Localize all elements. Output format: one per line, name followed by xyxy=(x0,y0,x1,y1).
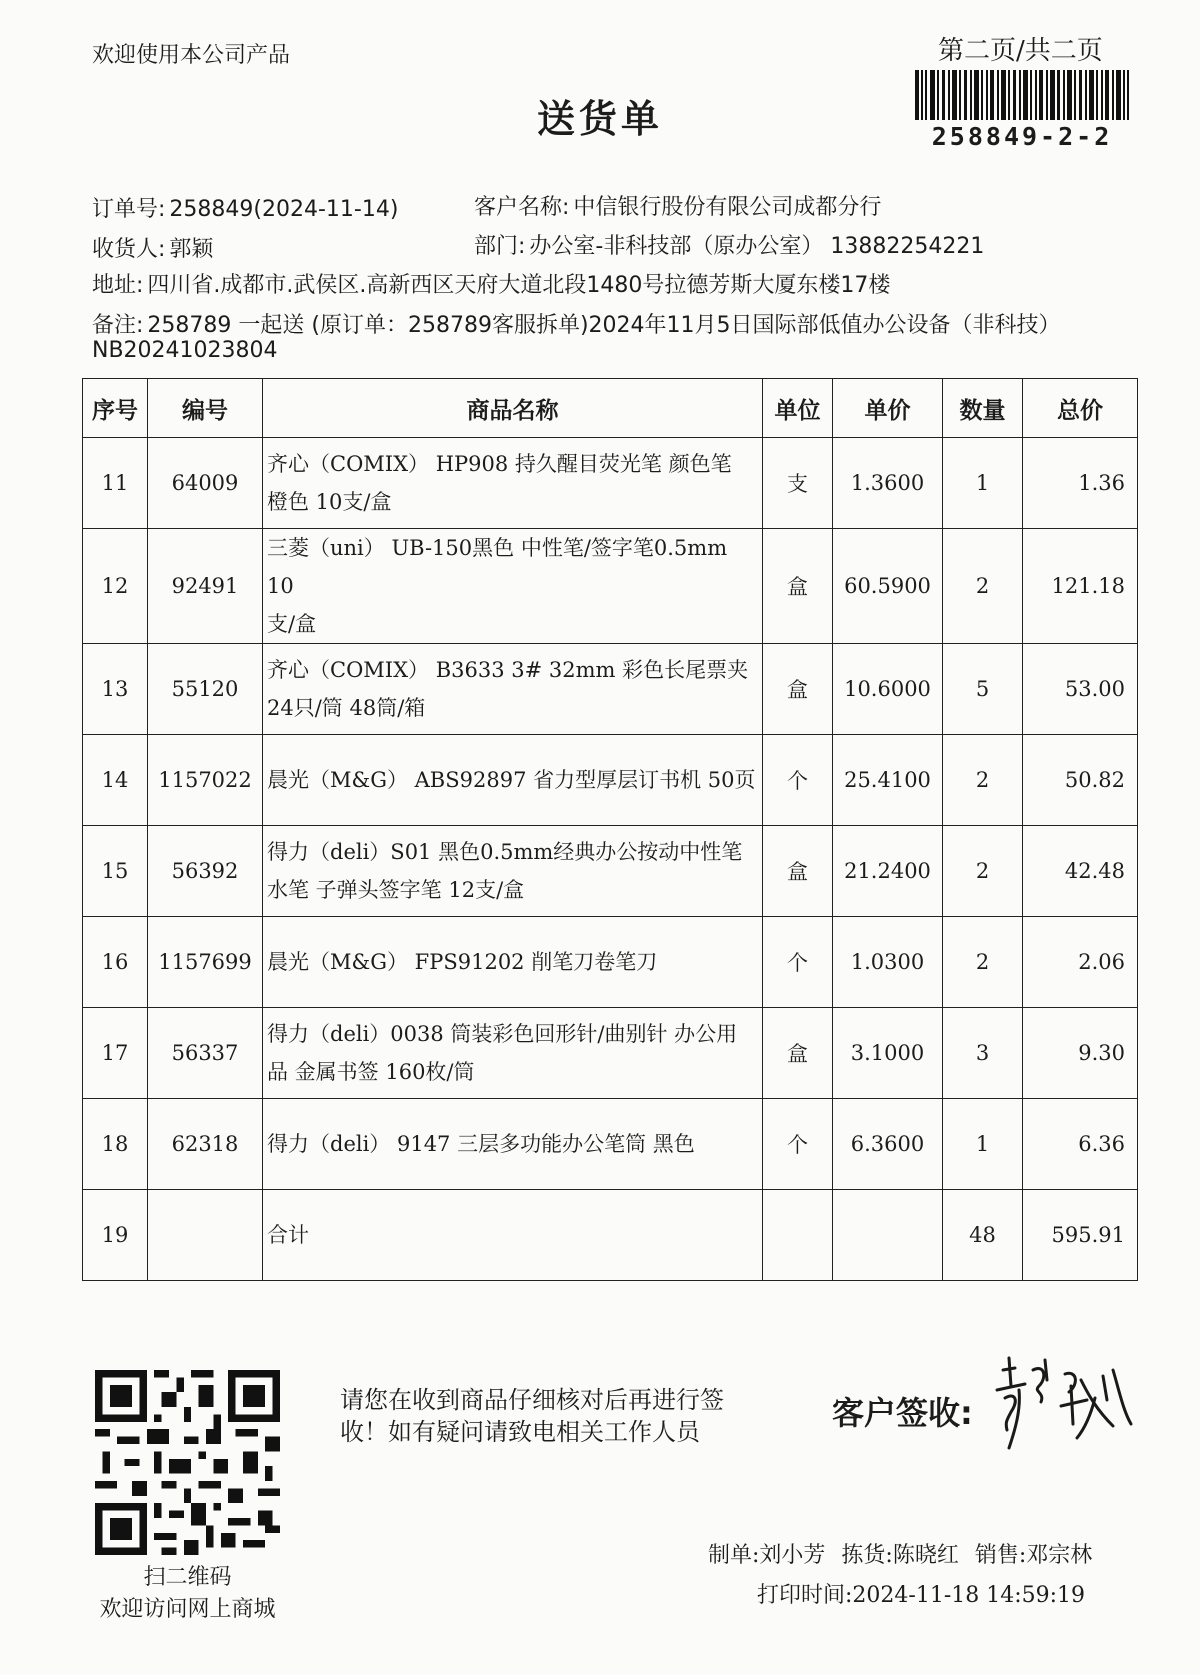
cell-unit: 盒 xyxy=(763,1008,833,1099)
cell-total: 42.48 xyxy=(1023,826,1138,917)
col-header-total: 总价 xyxy=(1023,379,1138,438)
picker: 拣货:陈晓红 xyxy=(841,1543,959,1568)
cell-unit: 盒 xyxy=(763,644,833,735)
product-name-line-2: 24只/筒 48筒/箱 xyxy=(267,696,426,720)
product-name-line-1: 齐心（COMIX） HP908 持久醒目荧光笔 颜色笔 xyxy=(267,452,732,476)
product-name-line-1: 得力（deli）S01 黑色0.5mm经典办公按动中性笔 xyxy=(267,840,743,864)
table-header-row xyxy=(83,379,1138,438)
qr-caption-scan: 扫二维码 xyxy=(143,1565,232,1590)
cell-price: 60.5900 xyxy=(833,529,943,644)
cell-code: 55120 xyxy=(148,644,263,735)
cell-price: 3.1000 xyxy=(833,1008,943,1099)
cell-price: 6.3600 xyxy=(833,1099,943,1190)
receiver-value: 郭颖 xyxy=(169,237,214,262)
cell-total: 50.82 xyxy=(1023,735,1138,826)
cell-price: 1.0300 xyxy=(833,917,943,1008)
table-row xyxy=(83,1099,1138,1190)
customer-name xyxy=(474,190,881,221)
order-label: 订单号: xyxy=(92,197,166,222)
address-label: 地址: xyxy=(92,273,144,298)
cell-code: 64009 xyxy=(148,438,263,529)
product-name-line-1: 三菱（uni） UB-150黑色 中性笔/签字笔0.5mm 10 xyxy=(267,536,728,598)
cell-name xyxy=(263,917,763,1008)
cell-code: 1157699 xyxy=(148,917,263,1008)
cell-qty: 2 xyxy=(943,735,1023,826)
remark-label: 备注: xyxy=(92,313,144,338)
qr-code xyxy=(95,1370,280,1555)
cell-qty: 1 xyxy=(943,1099,1023,1190)
cell-seq: 17 xyxy=(83,1008,148,1099)
customer-signature xyxy=(985,1340,1135,1470)
cell-name xyxy=(263,438,763,529)
department xyxy=(474,229,984,260)
cell-seq: 11 xyxy=(83,438,148,529)
cell-code xyxy=(148,1190,263,1281)
cell-price: 10.6000 xyxy=(833,644,943,735)
department-label: 部门: xyxy=(474,234,526,259)
table-row xyxy=(83,1190,1138,1281)
sales: 销售:邓宗林 xyxy=(974,1543,1093,1568)
barcode-number: 258849-2-2 xyxy=(931,122,1113,151)
product-name-line-2: 支/盒 xyxy=(267,612,317,636)
cell-total: 2.06 xyxy=(1023,917,1138,1008)
cell-total: 53.00 xyxy=(1023,644,1138,735)
receiver-label: 收货人: xyxy=(92,237,166,262)
table-row xyxy=(83,826,1138,917)
cell-seq: 12 xyxy=(83,529,148,644)
cell-unit: 支 xyxy=(763,438,833,529)
product-name-line-2: 品 金属书签 160枚/筒 xyxy=(267,1060,475,1084)
page-title: 送货单 xyxy=(536,97,663,141)
table-row xyxy=(83,438,1138,529)
cell-price: 21.2400 xyxy=(833,826,943,917)
qr-caption-visit: 欢迎访问网上商城 xyxy=(99,1597,276,1622)
cell-unit: 个 xyxy=(763,917,833,1008)
cell-seq: 14 xyxy=(83,735,148,826)
cell-qty: 2 xyxy=(943,529,1023,644)
cell-qty: 1 xyxy=(943,438,1023,529)
cell-total: 121.18 xyxy=(1023,529,1138,644)
cell-code: 1157022 xyxy=(148,735,263,826)
cell-code: 62318 xyxy=(148,1099,263,1190)
notice-line-2: 收！如有疑问请致电相关工作人员 xyxy=(340,1418,700,1446)
cell-seq: 16 xyxy=(83,917,148,1008)
table-row xyxy=(83,735,1138,826)
notice-text xyxy=(340,1384,760,1448)
staff-info xyxy=(708,1538,1092,1569)
tagline: 欢迎使用本公司产品 xyxy=(92,43,291,68)
table-row xyxy=(83,529,1138,644)
maker: 制单:刘小芳 xyxy=(708,1543,826,1568)
notice-line-1: 请您在收到商品仔细核对后再进行签 xyxy=(340,1386,724,1414)
product-name-line-2: 水笔 子弹头签字笔 12支/盒 xyxy=(267,878,525,902)
cell-price xyxy=(833,1190,943,1281)
print-time: 打印时间:2024-11-18 14:59:19 xyxy=(757,1583,1086,1608)
cell-name xyxy=(263,1099,763,1190)
customer-label: 客户名称: xyxy=(474,195,570,220)
cell-seq: 19 xyxy=(83,1190,148,1281)
items-table xyxy=(82,378,1138,1281)
cell-code: 56337 xyxy=(148,1008,263,1099)
col-header-seq: 序号 xyxy=(83,379,148,438)
product-name-line-1: 晨光（M&G） FPS91202 削笔刀卷笔刀 xyxy=(267,950,658,974)
product-name-line-2: 橙色 10支/盒 xyxy=(267,490,392,514)
cell-price: 1.3600 xyxy=(833,438,943,529)
cell-name xyxy=(263,1008,763,1099)
product-name-line-1: 得力（deli）0038 筒装彩色回形针/曲别针 办公用 xyxy=(267,1022,738,1046)
cell-total: 9.30 xyxy=(1023,1008,1138,1099)
signature-label: 客户签收: xyxy=(832,1394,973,1432)
cell-unit: 盒 xyxy=(763,529,833,644)
cell-name xyxy=(263,826,763,917)
product-name-line-1: 合计 xyxy=(267,1223,309,1247)
cell-total: 6.36 xyxy=(1023,1099,1138,1190)
cell-unit: 个 xyxy=(763,1099,833,1190)
page-info: 第二页/共二页 xyxy=(938,36,1103,66)
cell-qty: 48 xyxy=(943,1190,1023,1281)
cell-qty: 5 xyxy=(943,644,1023,735)
col-header-code: 编号 xyxy=(148,379,263,438)
cell-name xyxy=(263,1190,763,1281)
order-number xyxy=(92,192,398,223)
cell-unit: 个 xyxy=(763,735,833,826)
cell-code: 56392 xyxy=(148,826,263,917)
col-header-unit: 单位 xyxy=(763,379,833,438)
product-name-line-1: 晨光（M&G） ABS92897 省力型厚层订书机 50页 xyxy=(267,768,756,792)
cell-name xyxy=(263,529,763,644)
cell-total: 595.91 xyxy=(1023,1190,1138,1281)
col-header-price: 单价 xyxy=(833,379,943,438)
address xyxy=(92,268,890,299)
table-row xyxy=(83,917,1138,1008)
cell-seq: 18 xyxy=(83,1099,148,1190)
cell-seq: 15 xyxy=(83,826,148,917)
cell-code: 92491 xyxy=(148,529,263,644)
col-header-qty: 数量 xyxy=(943,379,1023,438)
cell-unit xyxy=(763,1190,833,1281)
remark xyxy=(92,308,1061,339)
cell-seq: 13 xyxy=(83,644,148,735)
cell-unit: 盒 xyxy=(763,826,833,917)
order-value: 258849(2024-11-14) xyxy=(169,197,399,222)
product-name-line-1: 齐心（COMIX） B3633 3# 32mm 彩色长尾票夹 xyxy=(267,658,749,682)
address-value: 四川省.成都市.武侯区.高新西区天府大道北段1480号拉德芳斯大厦东楼17楼 xyxy=(147,273,891,298)
remark-value: 258789 一起送 (原订单：258789客服拆单)2024年11月5日国际部低值办公设备（非科技） xyxy=(147,313,1061,338)
cell-total: 1.36 xyxy=(1023,438,1138,529)
receiver xyxy=(92,232,213,263)
table-row xyxy=(83,644,1138,735)
cell-qty: 2 xyxy=(943,917,1023,1008)
customer-value: 中信银行股份有限公司成都分行 xyxy=(573,195,882,220)
product-name-line-1: 得力（deli） 9147 三层多功能办公笔筒 黑色 xyxy=(267,1132,695,1156)
cell-name xyxy=(263,735,763,826)
cell-qty: 2 xyxy=(943,826,1023,917)
cell-price: 25.4100 xyxy=(833,735,943,826)
cell-qty: 3 xyxy=(943,1008,1023,1099)
table-row xyxy=(83,1008,1138,1099)
col-header-name: 商品名称 xyxy=(263,379,763,438)
cell-name xyxy=(263,644,763,735)
department-value: 办公室-非科技部（原办公室） 13882254221 xyxy=(529,234,985,259)
remark-line2: NB20241023804 xyxy=(92,338,278,363)
